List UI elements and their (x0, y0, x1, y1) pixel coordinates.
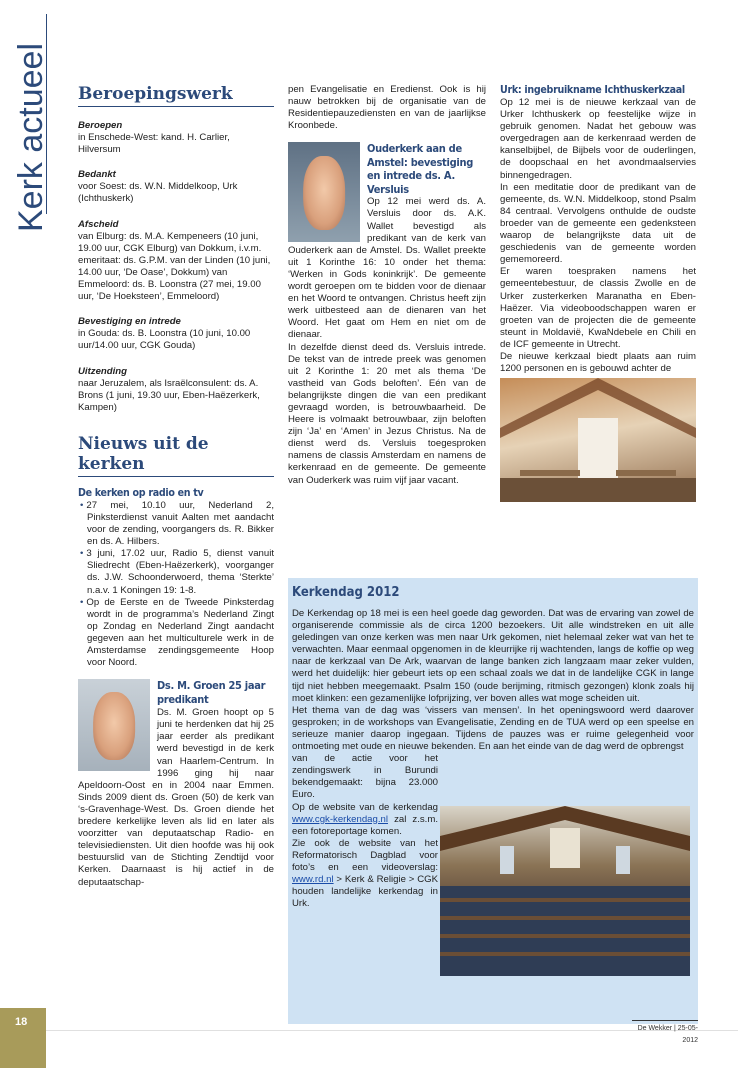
urk-paragraph: In een meditatie door de predikant van de gemeente, ds. W.N. Middelkoop, stond Psalm 84 centraal. Vervolgens onthulde de oudste broeder van de gemeente een gedenksteen waarop de belangrijkste data uit de geschiedenis van de gemeente worden gememoreerd. (500, 181, 696, 266)
uitzending-label: Uitzending (78, 365, 128, 377)
kerkendag-paragraph: van de actie voor het zendingswerk in Burundi bekendgemaakt: bijna 23.000 Euro. (292, 753, 438, 801)
ouderkerk-paragraph: Op 12 mei werd ds. A. Versluis door ds. A.K. Wallet bevestigd als predikant van de kerk van Ouderkerk aan de Amstel. Ds. Wallet preekte uit 1 Korinthe 16: 10 onder het thema: ‘Werken in Gods koninkrijk’. De gemeente wordt geroepen om te bidden voor de dienaar en het Woord te ontvangen. Christus heeft zijn werk uitbesteed aan de dienaren van het Woord. Het gaat om Hem en niet om de dienaar. (288, 196, 486, 341)
urk-paragraph: Er waren toespraken namens het gemeentebestuur, de classis Zwolle en de Urker zusterkerken Maranatha en Eben-Haëzer. Via videoboodschappen waren er groeten van de projecten die de gemeente steunt in Moldavië, KwaNdebele en Chili en de ICF gemeente in Utrecht. (500, 266, 696, 350)
beroepen-text: in Enschede-West: kand. H. Carlier, Hilversum (78, 132, 230, 156)
afscheid-text: van Elburg: ds. M.A. Kempeneers (10 juni, 19.00 uur, CGK Elburg) van Dokkum, i.v.m. emeritaat: ds. G.P.M. van der Linden (10 juni, 14.00 uur, ‘De Oase’, Dokkum) van Emmeloord: ds. B. Loonstra (27 mei, 19.00 uur, ‘De Hoeksteen’, Emmeloord) (78, 230, 271, 303)
beroepen-label: Beroepen (78, 120, 123, 131)
kerkendag-title: Kerkendag 2012 (292, 585, 400, 600)
deputaatschap-continued: pen Evangelisatie en Eredienst. Ook is hij nauw betrokken bij de organisatie van de Residentiepauzediensten en van de jaarlijkse Kroonbede. (288, 84, 486, 132)
publication-footer: De Wekker | 25-05-2012 (632, 1020, 698, 1047)
kerkendag-narrow-text (292, 753, 438, 910)
footer-rule (0, 1030, 738, 1031)
afscheid-label: Afscheid (78, 218, 119, 230)
urk-paragraph: De nieuwe kerkzaal biedt plaats aan ruim 1200 personen en is gebouwd achter de (500, 350, 696, 375)
kerkendag-box (288, 578, 698, 1024)
kerkendag-link[interactable]: www.cgk-kerkendag.nl (292, 813, 388, 825)
kerkendag-paragraph: Zie ook de website van het Reformatorisch Dagblad voor foto’s en een videoverslag: www.rd.nl > Kerk & Religie > CGK houden landelijke kerkendag in Urk. (292, 837, 438, 910)
kerkendag-paragraph: Op de website van de kerkendag www.cgk-kerkendag.nl zal z.s.m. een fotoreportage komen. (292, 801, 439, 837)
list-item: • Op de Eerste en de Tweede Pinksterdag wordt in de programma’s Nederland Zingt op Zondag en Nederland Zingt aandacht gegeven aan het multiculturele werk in de Amsterdamse zendingsgemeente Hoop voor Noord. (78, 597, 274, 670)
bevestiging-label: Bevestiging en intrede (78, 316, 181, 328)
versluis-portrait (288, 142, 360, 242)
groen-title: Ds. M. Groen 25 jaar predikant (157, 679, 266, 707)
column-left (78, 84, 274, 889)
rd-link[interactable]: www.rd.nl (292, 874, 334, 886)
beroepingswerk-title: Beroepingswerk (78, 84, 274, 107)
ouderkerk-title: Ouderkerk aan de Amstel: bevestiging en intrede ds. A. Versluis (367, 142, 473, 196)
bedankt-text: voor Soest: ds. W.N. Middelkoop, Urk (Ichthuskerk) (78, 181, 238, 205)
groen-text: Ds. M. Groen hoopt op 5 juni te herdenken dat hij 25 jaar eerder als predikant werd bevestigd in de kerk van Haarlem-Centrum. In 1996 ging hij naar Apeldoorn-Oost en in 2004 naar Emmen. Sinds 2009 dient ds. Groen (50) de kerk van ‘s-Gravenhage-West. Ds. Groen diende het bredere kerkelijke leven als lid en later als voorzitter van deputaatschap Radio- en televisiediensten. Uit dien hoofde was hij ook bestuurslid van de Stichting Zendtijd voor Kerken. Daarnaast is hij actief in de deputaatschap- (78, 707, 274, 888)
church-interior-photo (500, 378, 696, 502)
list-item: • 27 mei, 10.10 uur, Nederland 2, Pinksterdienst vanuit Aalten met aandacht voor de zending, voorgangers ds. R. Bikker en ds. A. Hilbers. (78, 500, 274, 548)
kerkendag-photo (440, 806, 690, 976)
urk-paragraph: Op 12 mei is de nieuwe kerkzaal van de Urker Ichthuskerk op feestelijke wijze in gebruik genomen. Nadat het gebouw was overgedragen aan de kerkenraad werden de kanselbijbel, de Bijbels voor de ouderlingen, de doopschaal en het avondmaalservies binnengedragen. (500, 97, 696, 181)
groen-portrait (78, 679, 150, 771)
uitzending-text: naar Jeruzalem, als Israëlconsulent: ds. A. Brons (1 juni, 19.30 uur, Eben-Haëzerkerk, Kampen) (78, 377, 260, 413)
urk-title: Urk: ingebruikname Ichthuskerkzaal (500, 84, 685, 96)
kerkendag-paragraph: Het thema van de dag was ‘vissers van mensen’. In het openingswoord werd daarover gesproken; in de workshops van Evangelisatie, Zending en de TUA werd op een speelse en serieuze manier daarop ingegaan. Tijdens de pauzes was er ruime gelegenheid voor ontmoeting met oude en nieuwe bekenden. En aan het einde van de dag werd de opbrengst (292, 704, 694, 753)
ouderkerk-paragraph: In dezelfde dienst deed ds. Versluis intrede. De tekst van de intrede preek was genomen uit 2 Korinthe 1: 20 met als thema ‘De vastheid van Gods beloften’. Eén van de belangrijkste dingen die van een predikant gevraagd worden, is betrouwbaarheid. De Heere is volmaakt betrouwbaar, zijn beloften zijn ‘Ja’ en ‘Amen’ in Jezus Christus. Na de dienst werd ds. Versluis toegesproken namens de classis Amsterdam en namens de kerkenraad en de gemeente. De gemeente van Ouderkerk was ruim vijf jaar vacant. (288, 341, 486, 486)
section-label: Kerk actueel (12, 43, 50, 232)
page-number: 18 (0, 1008, 46, 1068)
bevestiging-text: in Gouda: ds. B. Loonstra (10 juni, 10.00 uur/14.00 uur, CGK Gouda) (78, 328, 251, 352)
groen-article (78, 679, 274, 888)
bedankt-label: Bedankt (78, 169, 116, 181)
list-item: • 3 juni, 17.02 uur, Radio 5, dienst vanuit Sliedrecht (Eben-Haëzerkerk), voorganger ds. J.W. Schoonderwoerd, thema ‘Sterkte’ n.a.v. 1 Koningen 19: 1-8. (78, 548, 274, 596)
column-middle (288, 84, 486, 487)
column-right (500, 84, 696, 502)
ouderkerk-article (288, 142, 486, 486)
radio-title: De kerken op radio en tv (78, 486, 204, 499)
kerkendag-paragraph: De Kerkendag op 18 mei is een heel goede dag geworden. Dat was de ervaring van zowel de organiserende commissie als de circa 1200 bezoekers. Uit alle windstreken en uit alle geledingen van onze kerken was men naar Urk gekomen, niet helemaal zeker wat van het te verwachten. Maar eenmaal opgenomen in de kleurrijke rij wachtenden, langs de koffie op weg naar de kerkzaal van De Ark, waarvan de lange banken zich langzaam maar zeker vulden, werd het duidelijk: hier gebeurt iets op een schaal zoals we dat in de landelijke CGK in lange tijd niet hebben meegemaakt. Psalm 150 (oude berijming, ritmisch gezongen) klonk zoals hij moet klinken: een gezamenlijke lofprijzing, ver boven alles wat moge scheiden uit. (292, 608, 694, 704)
nieuws-title: Nieuws uit de kerken (78, 434, 274, 477)
